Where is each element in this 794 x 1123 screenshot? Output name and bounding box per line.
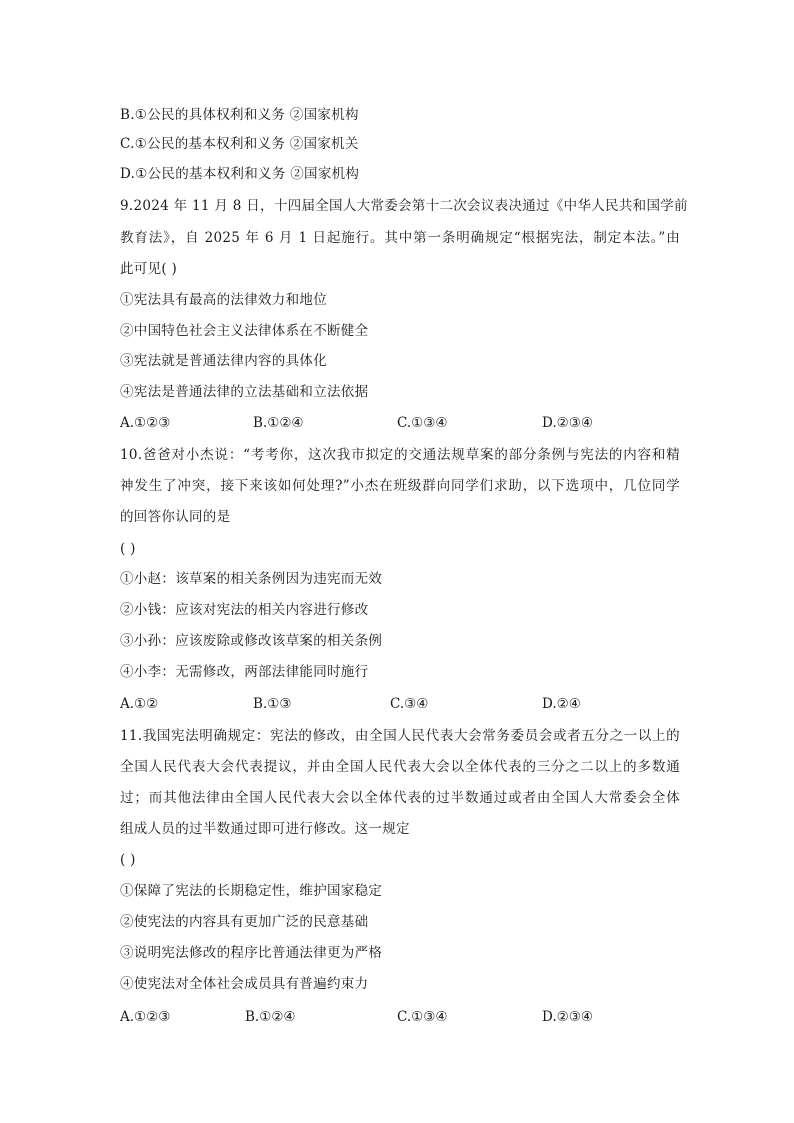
- q11-stem-line-3: 过；而其他法律由全国人民代表大会以全体代表的过半数通过或者由全国人大常委会全体: [120, 790, 680, 806]
- q9-statement-4: ④宪法是普通法律的立法基础和立法依据: [120, 384, 369, 400]
- q10-statement-4: ④小李：无需修改，两部法律能同时施行: [120, 664, 369, 680]
- q10-option-c: C.③④: [390, 696, 429, 712]
- q9-stem-line-1: 9.2024 年 11 月 8 日，十四届全国人大常委会第十二次会议表决通过《中华人民共和国学前: [120, 198, 688, 214]
- q10-stem-line-3: 的回答你认同的是: [120, 509, 231, 525]
- q11-option-a: A.①②③: [120, 1009, 171, 1025]
- q11-statement-3: ③说明宪法修改的程序比普通法律更为严格: [120, 945, 383, 961]
- q10-option-b: B.①③: [253, 696, 292, 712]
- q11-option-b: B.①②④: [245, 1009, 296, 1025]
- q9-option-b: B.①②④: [253, 415, 304, 431]
- q8-option-d: D.①公民的基本权利和义务 ②国家机构: [120, 166, 360, 182]
- q10-stem-line-1: 10.爸爸对小杰说：“考考你，这次我市拟定的交通法规草案的部分条例与宪法的内容和精: [120, 447, 680, 463]
- q11-option-d: D.②③④: [542, 1009, 593, 1025]
- q10-statement-1: ①小赵：该草案的相关条例因为违宪而无效: [120, 571, 383, 587]
- q10-statement-3: ③小孙：应该废除或修改该草案的相关条例: [120, 633, 383, 649]
- q10-option-d: D.②④: [542, 696, 581, 712]
- q10-option-a: A.①②: [120, 696, 159, 712]
- q11-option-c: C.①③④: [397, 1009, 448, 1025]
- q9-stem-line-3: 此可见( ): [120, 261, 178, 277]
- q9-option-d: D.②③④: [542, 415, 593, 431]
- q9-option-a: A.①②③: [120, 415, 171, 431]
- q11-statement-2: ②使宪法的内容具有更加广泛的民意基础: [120, 914, 369, 930]
- q10-stem-line-2: 神发生了冲突，接下来该如何处理?”小杰在班级群向同学们求助，以下选项中，几位同学: [120, 478, 680, 494]
- q9-stem-line-2: 教育法》，自 2025 年 6 月 1 日起施行。其中第一条明确规定“根据宪法，制定本法。”由: [120, 230, 680, 246]
- q10-statement-2: ②小钱：应该对宪法的相关内容进行修改: [120, 602, 369, 618]
- q11-stem-line-4: 组成人员的过半数通过即可进行修改。这一规定: [120, 821, 410, 837]
- q11-stem-line-1: 11.我国宪法明确规定：宪法的修改，由全国人民代表大会常务委员会或者五分之一以上的: [120, 728, 680, 744]
- q11-stem-line-2: 全国人民代表大会代表提议，并由全国人民代表大会以全体代表的三分之二以上的多数通: [120, 759, 680, 775]
- q9-option-c: C.①③④: [397, 415, 448, 431]
- q10-stem-line-4: ( ): [120, 541, 136, 557]
- q11-statement-1: ①保障了宪法的长期稳定性，维护国家稳定: [120, 883, 383, 899]
- q11-stem-line-5: ( ): [120, 852, 136, 868]
- q11-statement-4: ④使宪法对全体社会成员具有普遍约束力: [120, 976, 369, 992]
- q9-statement-2: ②中国特色社会主义法律体系在不断健全: [120, 323, 369, 339]
- q9-statement-1: ①宪法具有最高的法律效力和地位: [120, 292, 327, 308]
- q8-option-c: C.①公民的基本权利和义务 ②国家机关: [120, 136, 359, 152]
- q8-option-b: B.①公民的具体权利和义务 ②国家机构: [120, 107, 359, 123]
- q9-statement-3: ③宪法就是普通法律内容的具体化: [120, 353, 327, 369]
